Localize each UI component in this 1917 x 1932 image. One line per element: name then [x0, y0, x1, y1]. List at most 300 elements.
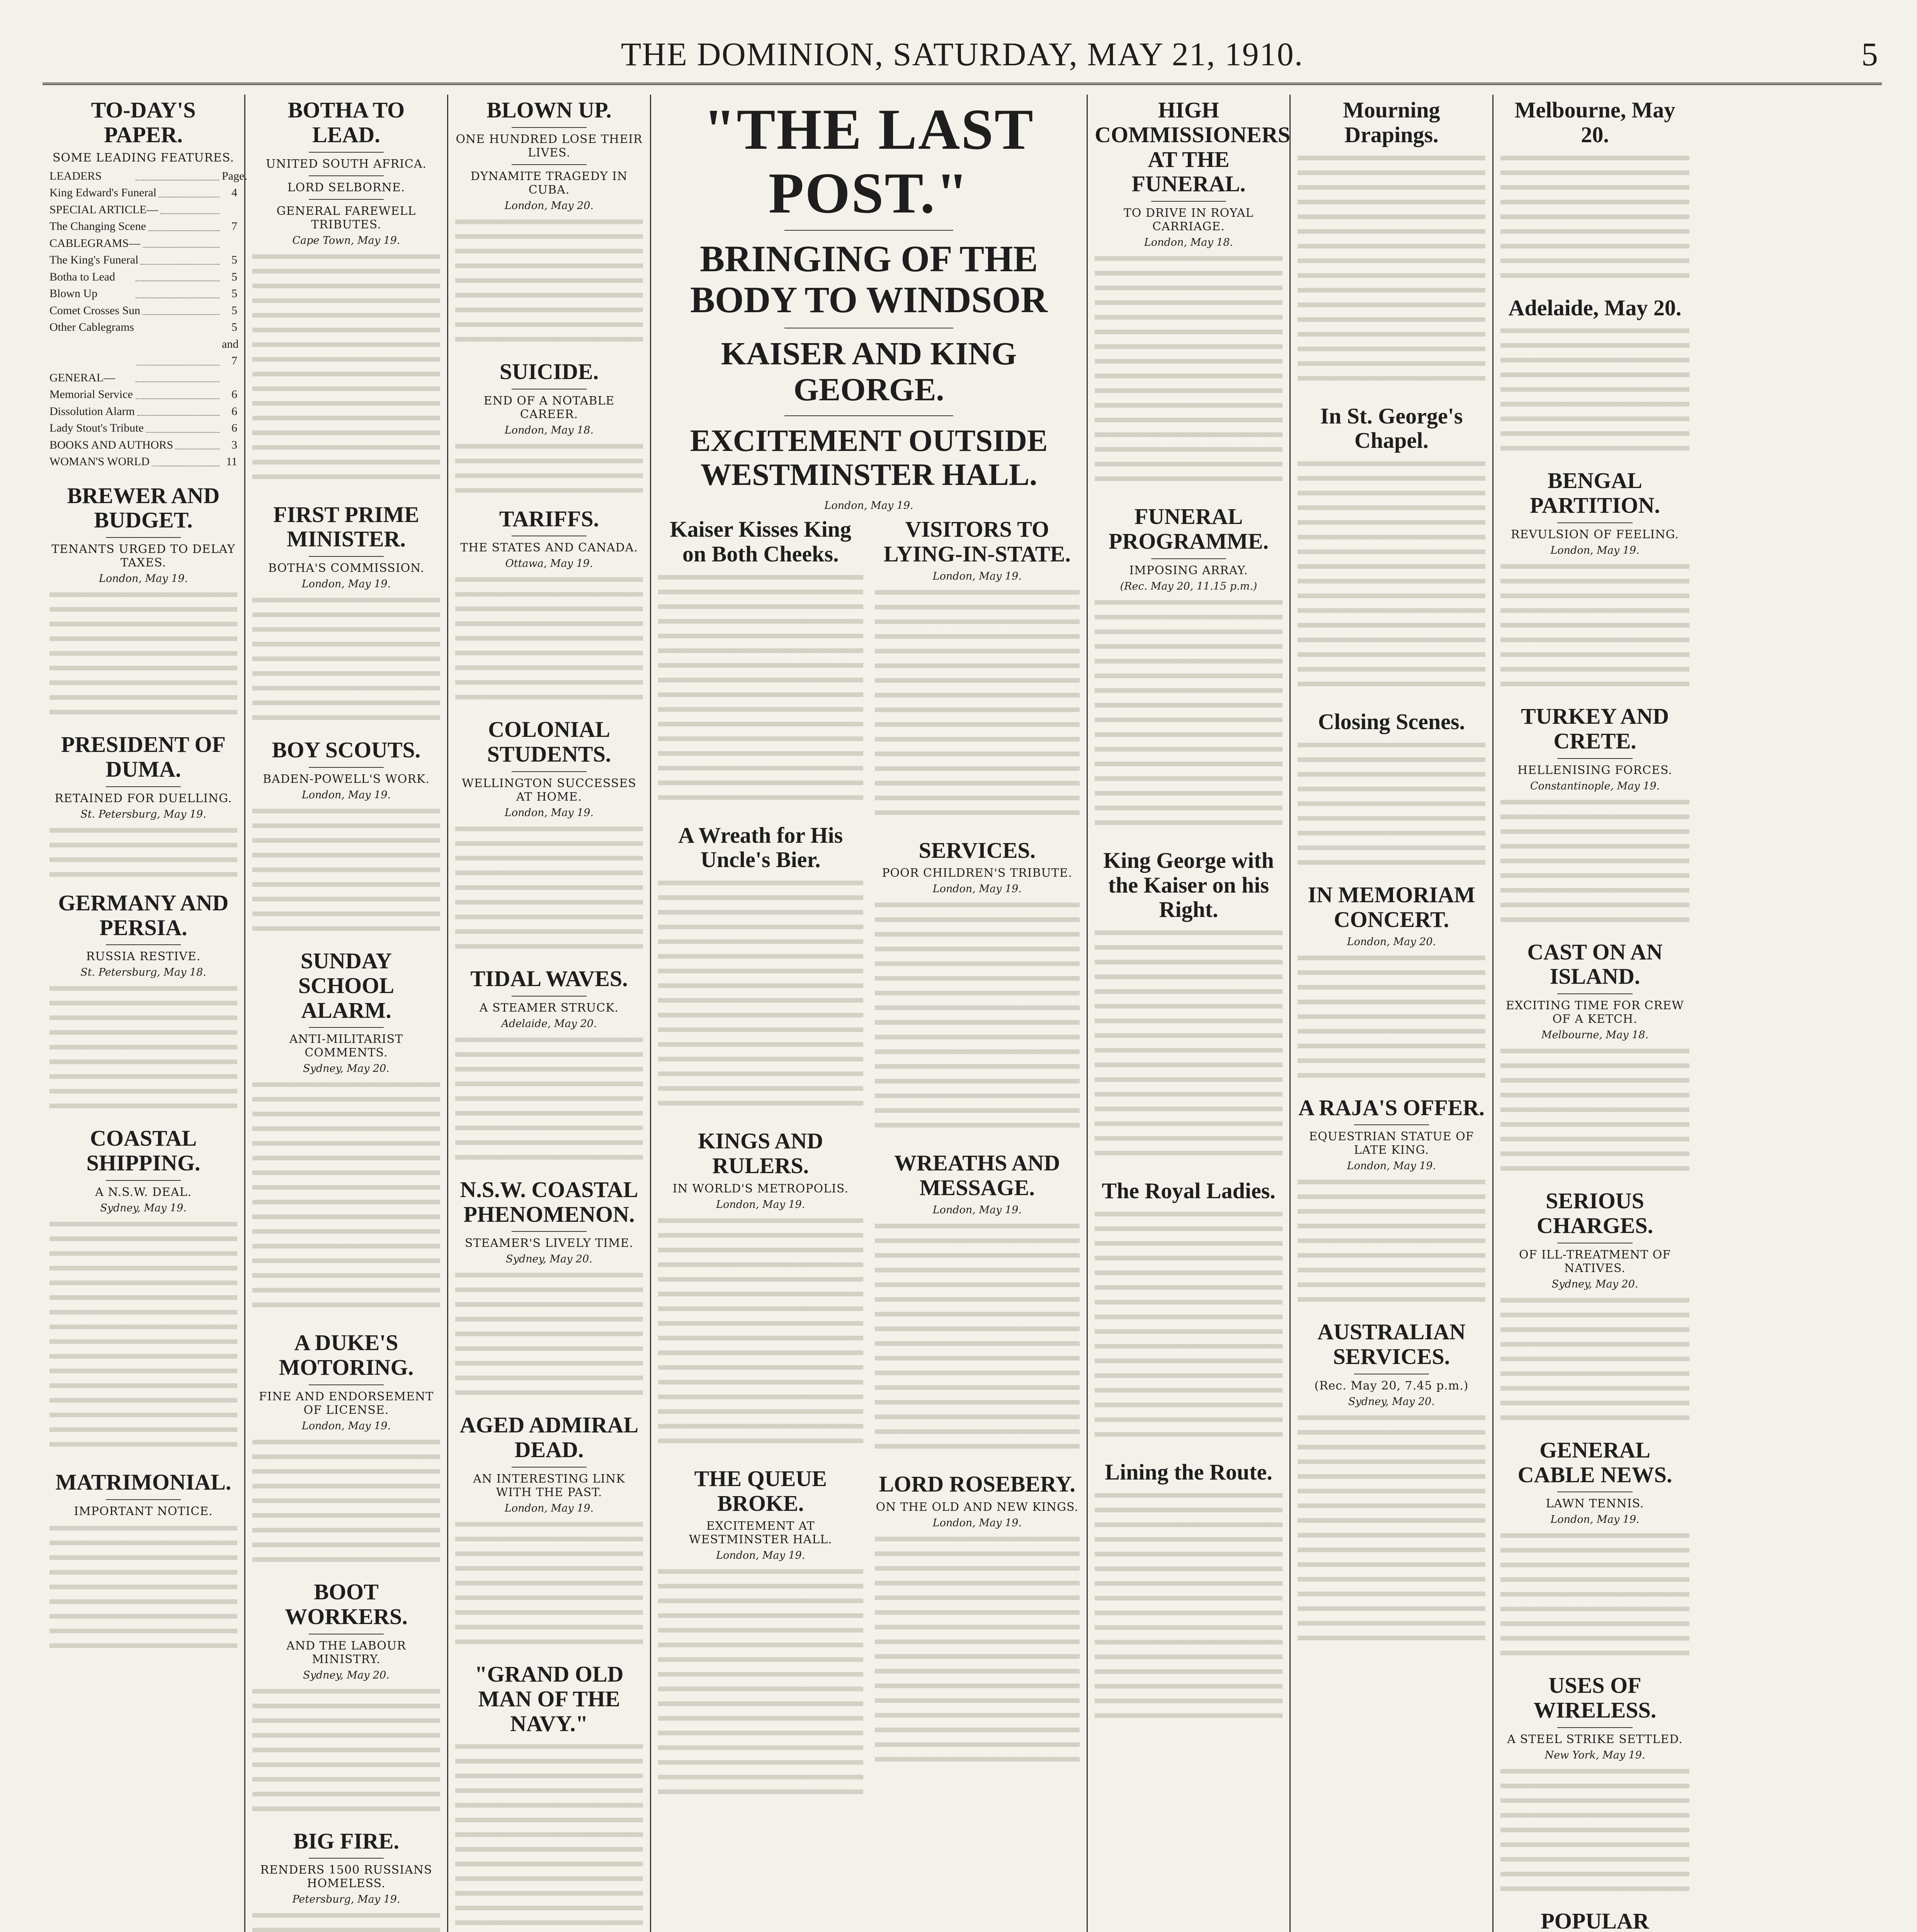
article: [455, 1177, 643, 1400]
article-dateline: Petersburg, May 19.: [292, 1893, 400, 1906]
article-dateline: London, May 19.: [301, 789, 391, 801]
divider: [106, 537, 181, 538]
divider: [309, 1858, 384, 1859]
article: [455, 1413, 643, 1649]
divider: [309, 1384, 384, 1385]
toc-page: 6: [231, 422, 237, 435]
toc-row: [49, 269, 237, 286]
feature-subsection: [658, 517, 863, 810]
column-2: [245, 95, 448, 1932]
article-dateline: London, May 19.: [301, 1420, 391, 1432]
article-dateline: London, May 19.: [504, 1502, 594, 1514]
article-body-text: [1095, 926, 1283, 1165]
column-8: [1493, 95, 1696, 1932]
article-heading: BENGAL PARTITION.: [1530, 468, 1660, 518]
article-heading: GERMANY AND PERSIA.: [58, 890, 229, 940]
article: [1298, 883, 1485, 1082]
subsection-body-text: [875, 1219, 1080, 1459]
masthead: [43, 27, 1882, 85]
subsection-subheading: IN WORLD'S METROPOLIS.: [672, 1182, 849, 1196]
toc-row: [49, 201, 237, 218]
article-heading: A RAJA'S OFFER.: [1298, 1095, 1485, 1120]
article-heading: COLONIAL STUDENTS.: [487, 717, 611, 767]
toc-page: 5: [231, 304, 237, 317]
divider: [512, 127, 587, 128]
feature-subsection: [875, 517, 1080, 825]
toc-row: [49, 252, 237, 269]
article-heading: FUNERAL PROGRAMME.: [1109, 504, 1269, 554]
article: [1500, 704, 1689, 927]
article-body-text: [1500, 324, 1689, 455]
divider: [1151, 558, 1226, 559]
divider: [309, 767, 384, 768]
article: [1298, 1095, 1485, 1307]
article-subheading: END OF A NOTABLE CAREER.: [483, 394, 615, 421]
toc-row: [49, 369, 237, 386]
article-body-text: [1298, 738, 1485, 869]
divider: [309, 175, 384, 176]
divider: [512, 771, 587, 772]
article-heading: TURKEY AND CRETE.: [1521, 703, 1669, 753]
toc-dots: [160, 201, 219, 214]
subsection-heading: A Wreath for His Uncle's Bier.: [678, 822, 843, 872]
subsection-dateline: London, May 19.: [932, 1517, 1022, 1529]
article-dateline: Sydney, May 19.: [100, 1202, 187, 1214]
subsection-heading: KINGS AND RULERS.: [698, 1128, 823, 1178]
article-body-text: [49, 823, 237, 878]
article-dateline: New York, May 19.: [1544, 1749, 1645, 1761]
toc-page: [222, 201, 237, 218]
subsection-heading: THE QUEUE BROKE.: [694, 1466, 827, 1516]
toc-row: [49, 420, 237, 437]
toc-dots: [136, 168, 219, 181]
toc-page: 3: [231, 438, 237, 451]
article: [49, 732, 237, 878]
article-heading: BOY SCOUTS.: [272, 737, 421, 763]
article-heading: King George with the Kaiser on his Right.: [1103, 847, 1274, 922]
article-heading: IN MEMORIAM CONCERT.: [1308, 882, 1475, 932]
divider: [1151, 201, 1226, 202]
article-subheading: EQUESTRIAN STATUE OF LATE KING.: [1309, 1130, 1474, 1157]
subsection-body-text: [658, 1565, 863, 1804]
article-dateline: London, May 19.: [504, 806, 594, 819]
divider: [106, 786, 181, 787]
subsection-heading: LORD ROSEBERY.: [879, 1471, 1075, 1497]
article-heading: BOOT WORKERS.: [285, 1579, 408, 1629]
subsection-body-text: [875, 898, 1080, 1138]
toc-page: [222, 369, 237, 386]
feature-dateline: London, May 19.: [824, 499, 913, 512]
article-body-text: [455, 573, 643, 704]
subsection-body-text: [875, 585, 1080, 825]
article-body-text: [455, 1033, 643, 1164]
toc-label: King Edward's Funeral: [49, 186, 157, 199]
toc-dots: [152, 453, 219, 466]
feature-heading-1: BRINGING OF THE BODY TO WINDSOR: [690, 238, 1048, 320]
article: [1500, 98, 1689, 282]
article: [455, 359, 643, 493]
toc-dots: [175, 437, 219, 450]
divider: [512, 996, 587, 997]
article-heading: TARIFFS.: [499, 506, 599, 531]
article-subheading: DYNAMITE TRAGEDY IN CUBA.: [470, 169, 628, 197]
article: [252, 502, 440, 725]
toc-row: [49, 403, 237, 420]
article-body-text: [1298, 951, 1485, 1082]
toc-label: BOOKS AND AUTHORS: [49, 438, 173, 451]
article: [455, 1662, 643, 1932]
subsection-subheading: POOR CHILDREN'S TRIBUTE.: [882, 866, 1073, 880]
subsection-dateline: London, May 19.: [932, 570, 1022, 582]
subsection-body-text: [875, 1532, 1080, 1772]
divider: [512, 164, 587, 165]
toc-dots: [143, 302, 219, 315]
article-heading: Mourning Drapings.: [1343, 97, 1440, 147]
article-heading: FIRST PRIME MINISTER.: [273, 502, 419, 552]
article-heading: Melbourne, May 20.: [1514, 97, 1675, 147]
divider: [1354, 1124, 1429, 1125]
article-body-text: [1500, 1529, 1689, 1660]
toc-row: [49, 453, 237, 470]
article-body-text: [1095, 1488, 1283, 1728]
article-heading: SUICIDE.: [499, 359, 599, 384]
article-dateline: Sydney, May 20.: [303, 1063, 390, 1075]
toc-dots: [146, 420, 219, 433]
article-subheading: ONE HUNDRED LOSE THEIR LIVES.: [456, 132, 643, 160]
article-heading: GENERAL CABLE NEWS.: [1517, 1437, 1672, 1487]
article: [252, 949, 440, 1317]
article-subheading: GENERAL FAREWELL TRIBUTES.: [276, 204, 416, 231]
feature-subsection: [658, 1466, 863, 1804]
article-dateline: London, May 19.: [1550, 544, 1640, 556]
toc-heading: TO-DAY'S PAPER.: [91, 97, 196, 147]
article-subheading: LAWN TENNIS.: [1546, 1497, 1644, 1511]
article-heading: USES OF WIRELESS.: [1533, 1673, 1657, 1723]
article-heading: COASTAL SHIPPING.: [86, 1126, 201, 1176]
article-heading: "GRAND OLD MAN OF THE NAVY.": [475, 1661, 624, 1736]
column-6: [1088, 95, 1291, 1932]
toc-page: 5 and 7: [222, 321, 239, 367]
toc-label: The King's Funeral: [49, 253, 139, 267]
article-dateline: St. Petersburg, May 19.: [80, 808, 206, 820]
article-subheading: RETAINED FOR DUELLING.: [54, 791, 232, 805]
subsection-heading: WREATHS AND MESSAGE.: [894, 1150, 1060, 1201]
article-body-text: [49, 1217, 237, 1457]
article: [252, 1330, 440, 1566]
article-subheading: FINE AND ENDORSEMENT OF LICENSE.: [259, 1389, 434, 1417]
toc-page: 6: [231, 405, 237, 418]
article-body-text: [252, 804, 440, 935]
article-body-text: [49, 588, 237, 719]
article: [1500, 1909, 1689, 1932]
article-body-text: [455, 1517, 643, 1649]
article-body-text: [455, 439, 643, 493]
article-heading: PRESIDENT OF DUMA.: [61, 732, 226, 782]
toc-page: [222, 235, 237, 252]
article-body-text: [455, 1740, 643, 1932]
article-subheading: THE STATES AND CANADA.: [460, 541, 638, 555]
toc-label: WOMAN'S WORLD: [49, 455, 150, 468]
toc-row: [49, 218, 237, 235]
divider: [106, 1180, 181, 1181]
toc-label: Botha to Lead: [49, 270, 115, 283]
article-heading: BLOWN UP.: [486, 97, 612, 122]
toc-label: Blown Up: [49, 287, 98, 300]
article-body-text: [252, 1684, 440, 1816]
article-heading: MATRIMONIAL.: [55, 1469, 231, 1495]
feature-heading-2: KAISER AND KING GEORGE.: [721, 336, 1017, 408]
article: [1500, 1673, 1689, 1896]
article-heading: CAST ON AN ISLAND.: [1527, 939, 1663, 989]
toc-list: [49, 168, 247, 470]
toc-row: [49, 319, 237, 369]
article-body-text: [252, 593, 440, 724]
article: [1095, 1460, 1283, 1728]
toc-label: The Changing Scene: [49, 220, 146, 233]
subsection-dateline: London, May 19.: [932, 1204, 1022, 1216]
article: [252, 98, 440, 489]
toc-label: Dissolution Alarm: [49, 405, 135, 418]
divider: [1557, 1727, 1633, 1728]
article: [455, 717, 643, 953]
center-feature: [651, 95, 1088, 1932]
article: [252, 1580, 440, 1816]
article: [1095, 1179, 1283, 1447]
divider: [512, 1231, 587, 1232]
article-subheading: A STEEL STRIKE SETTLED.: [1507, 1732, 1683, 1746]
article-subheading: A N.S.W. DEAL.: [95, 1185, 192, 1199]
article-dateline: London, May 18.: [1144, 236, 1233, 249]
article-subheading: RUSSIA RESTIVE.: [86, 950, 201, 964]
article-subheading: AN INTERESTING LINK WITH THE PAST.: [473, 1472, 625, 1499]
toc-page: 11: [226, 455, 237, 468]
article-body-text: [1095, 1207, 1283, 1447]
article-body-text: [455, 822, 643, 953]
page-number: 5: [1861, 36, 1878, 73]
subsection-dateline: London, May 19.: [716, 1198, 805, 1211]
article-body-text: [1500, 1044, 1689, 1175]
article-heading: BIG FIRE.: [293, 1828, 399, 1854]
toc-dots: [159, 184, 219, 197]
toc-row: [49, 184, 237, 201]
article-body-text: [1298, 457, 1485, 696]
divider: [106, 1499, 181, 1500]
todays-paper: [49, 97, 247, 470]
subsection-heading: SERVICES.: [919, 837, 1036, 863]
article: [252, 1829, 440, 1932]
article-dateline: Sydney, May 20.: [303, 1669, 390, 1681]
feature-heading-3: EXCITEMENT OUTSIDE WESTMINSTER HALL.: [690, 423, 1048, 492]
subsection-subheading: EXCITEMENT AT WESTMINSTER HALL.: [689, 1519, 832, 1547]
article-body-text: [252, 1435, 440, 1566]
article-heading: A DUKE'S MOTORING.: [279, 1330, 414, 1380]
article-heading: Lining the Route.: [1105, 1459, 1272, 1485]
toc-label: Other Cablegrams: [49, 321, 134, 334]
article-dateline: Constantinople, May 19.: [1530, 780, 1660, 792]
article: [252, 738, 440, 935]
article-subheading: TENANTS URGED TO DELAY TAXES.: [51, 543, 235, 570]
article-subheading: IMPOSING ARRAY.: [1129, 563, 1248, 577]
article: [455, 966, 643, 1164]
toc-page: 7: [231, 220, 237, 233]
subsection-heading: VISITORS TO LYING-IN-STATE.: [883, 516, 1071, 566]
article: [1500, 940, 1689, 1176]
article-body-text: [1500, 1293, 1689, 1425]
toc-page: 5: [231, 253, 237, 267]
toc-dots: [137, 403, 219, 416]
article-heading: HIGH COMMISSIONERS AT THE FUNERAL.: [1095, 97, 1290, 197]
article-heading: POPULAR: [1541, 1908, 1649, 1932]
article-dateline: Ottawa, May 19.: [505, 558, 593, 570]
article: [455, 98, 643, 346]
columns: [43, 95, 1882, 1932]
divider: [106, 944, 181, 945]
feature-title: "THE LAST POST.": [703, 97, 1034, 225]
article-heading: BREWER AND BUDGET.: [67, 483, 220, 533]
article-body-text: [49, 1521, 237, 1653]
article-subheading: EXCITING TIME FOR CREW OF A KETCH.: [1506, 999, 1684, 1026]
toc-dots: [136, 386, 219, 399]
toc-label: Memorial Service: [49, 388, 133, 401]
article-dateline: London, May 18.: [504, 424, 594, 436]
article-body-text: [1500, 151, 1689, 282]
article-dateline: London, May 19.: [1347, 1160, 1436, 1172]
article-body-text: [252, 1908, 440, 1932]
divider: [1557, 758, 1633, 759]
divider: [309, 199, 384, 200]
article-dateline: London, May 19.: [301, 578, 391, 590]
article-heading: TIDAL WAVES.: [470, 966, 628, 991]
subsection-body-text: [658, 570, 863, 810]
article-heading: SERIOUS CHARGES.: [1536, 1188, 1653, 1238]
article-body-text: [455, 215, 643, 346]
article-dateline: Melbourne, May 18.: [1541, 1029, 1649, 1041]
article: [1500, 296, 1689, 456]
article: [1298, 709, 1485, 869]
toc-label: SPECIAL ARTICLE—: [49, 203, 158, 216]
feature-subsection: [658, 1129, 863, 1453]
toc-label: CABLEGRAMS—: [49, 236, 141, 250]
article-heading: Adelaide, May 20.: [1508, 295, 1682, 320]
article-subheading: BADEN-POWELL'S WORK.: [263, 772, 430, 786]
article-heading: The Royal Ladies.: [1102, 1178, 1276, 1204]
article: [49, 483, 237, 719]
article-subheading: LORD SELBORNE.: [287, 180, 405, 194]
article-subheading: RENDERS 1500 RUSSIANS HOMELESS.: [260, 1863, 432, 1891]
article: [1095, 848, 1283, 1165]
article-dateline: London, May 19.: [1550, 1514, 1640, 1526]
article-body-text: [252, 1078, 440, 1317]
feature-subsection: [875, 838, 1080, 1138]
toc-dots: [141, 252, 219, 265]
article-subheading: ANTI-MILITARIST COMMENTS.: [289, 1032, 403, 1060]
article-body-text: [1298, 1175, 1485, 1306]
toc-page: 5: [231, 287, 237, 300]
toc-row: [49, 437, 237, 454]
toc-label: Comet Crosses Sun: [49, 304, 141, 317]
article-heading: In St. George's Chapel.: [1320, 403, 1463, 453]
article-body-text: [1298, 1411, 1485, 1650]
article-dateline: Sydney, May 20.: [1551, 1278, 1638, 1290]
article-subheading: TO DRIVE IN ROYAL CARRIAGE.: [1123, 206, 1254, 234]
article-heading: AGED ADMIRAL DEAD.: [459, 1412, 639, 1463]
toc-row: [49, 386, 237, 403]
article-heading: BOTHA TO LEAD.: [287, 97, 405, 147]
divider: [309, 1027, 384, 1028]
article: [49, 1126, 237, 1457]
article-dateline: Sydney, May 20.: [506, 1253, 592, 1265]
article-subheading: STEAMER'S LIVELY TIME.: [464, 1236, 634, 1250]
toc-row: [49, 285, 237, 302]
toc-row: [49, 302, 237, 319]
article-subheading: UNITED SOUTH AFRICA.: [265, 157, 427, 171]
divider: [309, 556, 384, 557]
article: [455, 507, 643, 704]
feature-subsection: [875, 1151, 1080, 1459]
toc-page: 6: [231, 388, 237, 401]
toc-sub: SOME LEADING FEATURES.: [53, 151, 234, 165]
toc-dots: [136, 319, 219, 366]
toc-row: [49, 168, 247, 185]
subsection-heading: Kaiser Kisses King on Both Cheeks.: [670, 516, 851, 566]
article-body-text: [1095, 595, 1283, 835]
article-dateline: London, May 19.: [99, 573, 188, 585]
subsection-body-text: [658, 1214, 863, 1453]
toc-label: Lady Stout's Tribute: [49, 422, 144, 435]
article-dateline: (Rec. May 20, 11.15 p.m.): [1120, 580, 1257, 592]
article-subheading: WELLINGTON SUCCESSES AT HOME.: [462, 776, 636, 804]
toc-dots: [136, 285, 219, 298]
subsection-subheading: ON THE OLD AND NEW KINGS.: [876, 1500, 1079, 1514]
article: [1298, 404, 1485, 697]
article-dateline: London, May 20.: [504, 199, 594, 212]
column-3: [448, 95, 651, 1932]
article-body-text: [252, 250, 440, 489]
article-heading: N.S.W. COASTAL PHENOMENON.: [460, 1177, 638, 1227]
divider: [1557, 522, 1633, 523]
toc-dots: [136, 269, 219, 282]
divider: [512, 1467, 587, 1468]
article: [1298, 1320, 1485, 1650]
toc-page: Page.: [222, 169, 247, 182]
article-body-text: [455, 1268, 643, 1400]
toc-label: GENERAL—: [49, 371, 115, 384]
column-1: [43, 95, 245, 1932]
article-subheading: (Rec. May 20, 7.45 p.m.): [1314, 1379, 1469, 1393]
article: [1095, 504, 1283, 835]
article-heading: SUNDAY SCHOOL ALARM.: [298, 948, 395, 1023]
article: [49, 891, 237, 1113]
subsection-body-text: [658, 876, 863, 1116]
divider: [309, 152, 384, 153]
article-dateline: St. Petersburg, May 18.: [80, 966, 206, 979]
article-dateline: Cape Town, May 19.: [292, 234, 400, 247]
article-body-text: [1500, 795, 1689, 927]
article-body-text: [49, 981, 237, 1113]
article: [1500, 468, 1689, 691]
toc-page: 4: [231, 186, 237, 199]
article: [1500, 1189, 1689, 1425]
newspaper-page: [43, 27, 1882, 1932]
article-body-text: [1500, 560, 1689, 691]
subsection-dateline: London, May 19.: [932, 883, 1022, 895]
article-subheading: REVULSION OF FEELING.: [1510, 527, 1679, 541]
toc-dots: [136, 369, 219, 383]
article: [1500, 1438, 1689, 1660]
toc-dots: [143, 235, 219, 248]
toc-row: [49, 235, 237, 252]
article-subheading: HELLENISING FORCES.: [1517, 763, 1672, 777]
